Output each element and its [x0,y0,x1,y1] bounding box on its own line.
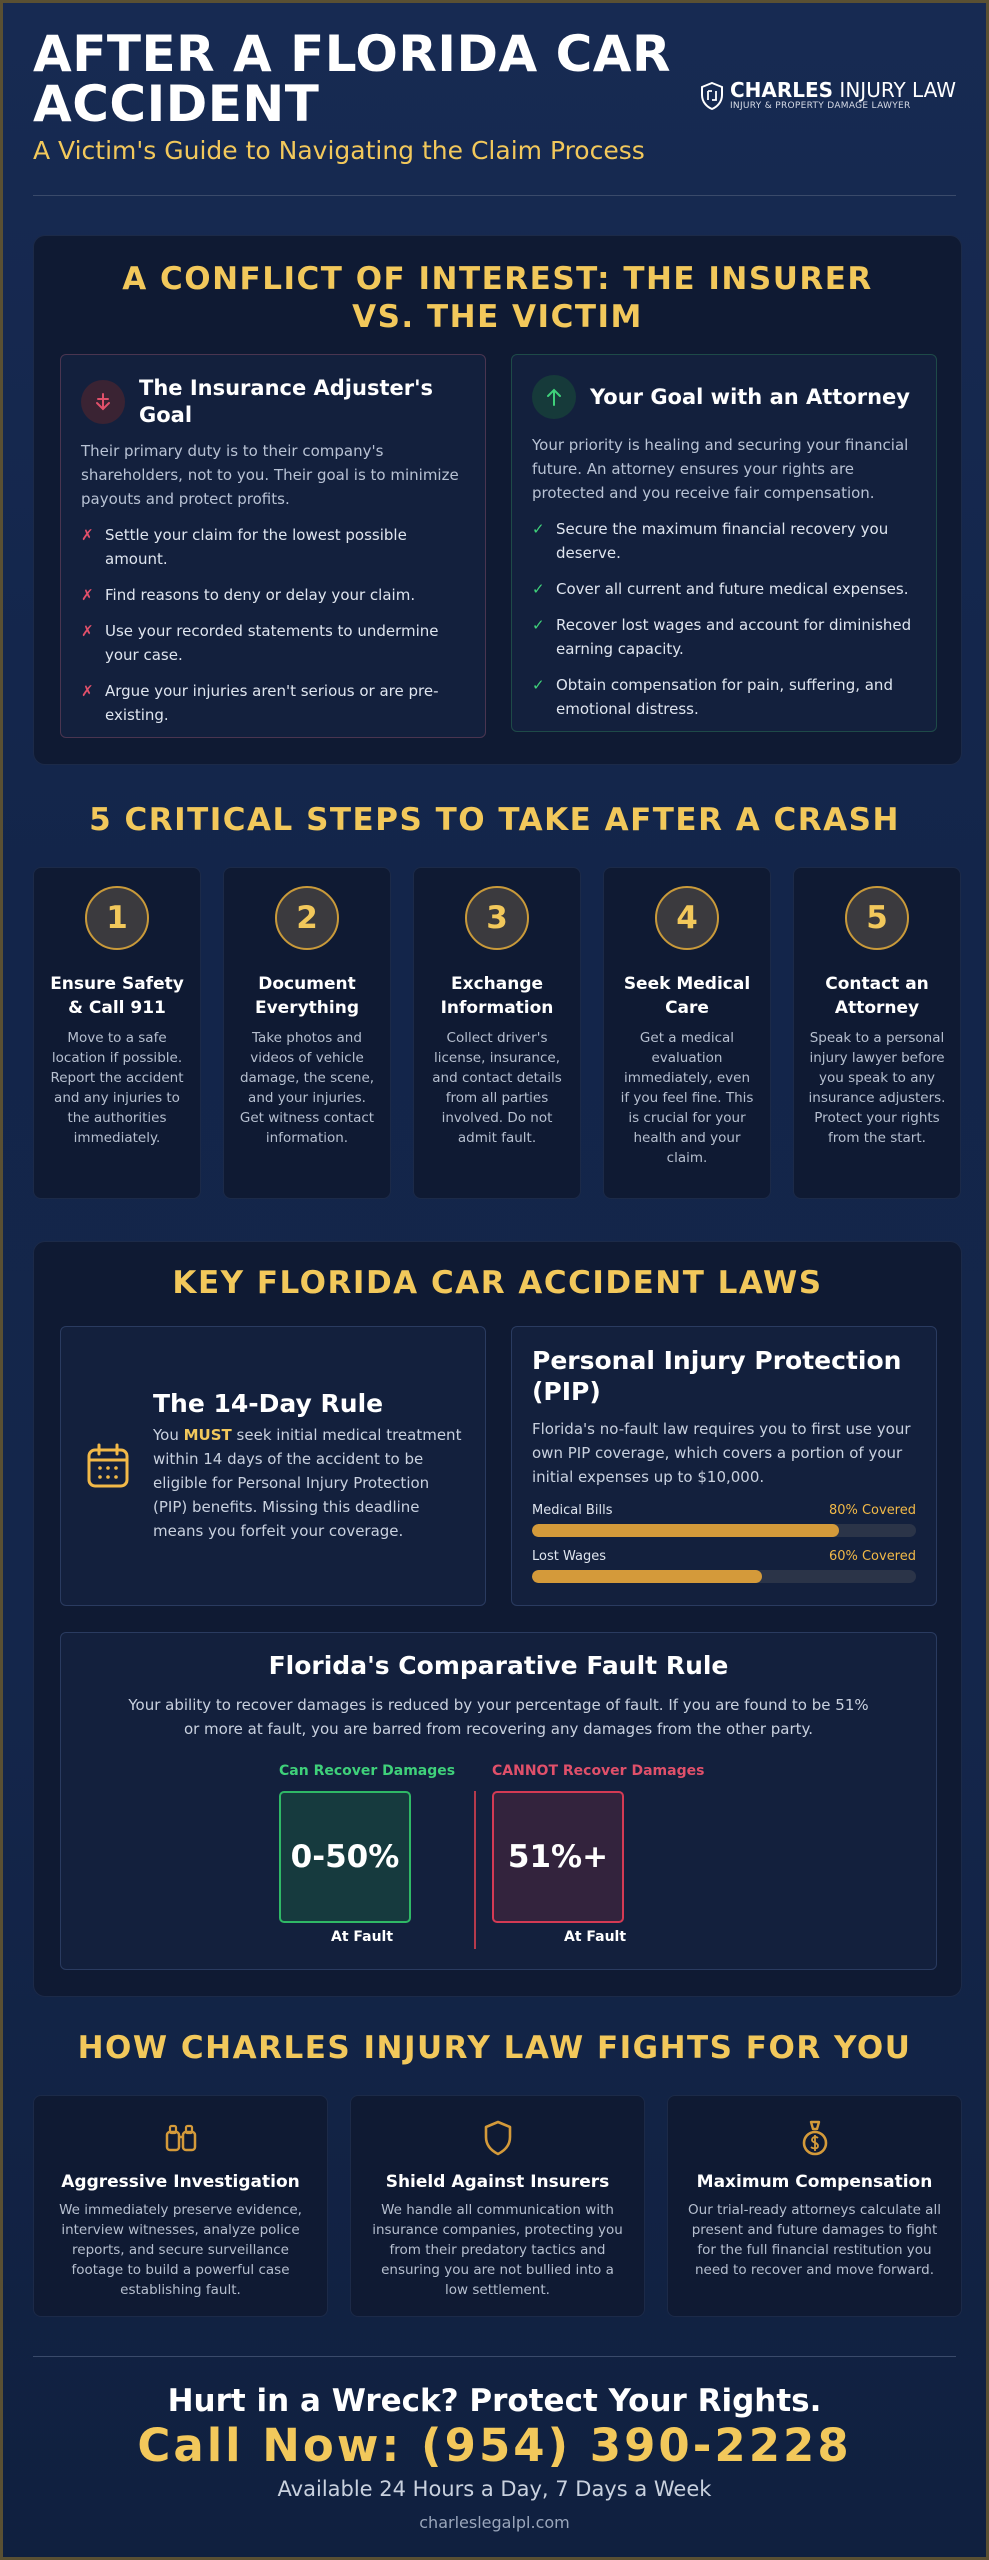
check-mark-icon: ✓ [532,616,545,634]
can-recover-label: Can Recover Damages [279,1763,456,1779]
bar-fill [532,1524,839,1537]
step-description: Collect driver's license, insurance, and contact details from all parties involved. Do not admit fault. [432,1030,562,1146]
step-title: Exchange Information [440,974,554,1018]
attorney-goal-list [532,517,916,733]
footer-divider [33,2356,956,2357]
insurance-adjuster-goal-card [60,354,486,738]
step-card [793,867,961,1199]
step-title: Contact an Attorney [825,974,929,1018]
page-title: AFTER A FLORIDA CAR ACCIDENT [33,25,671,133]
list-item: ✓ Recover lost wages and account for diminished earning capacity. [532,613,916,661]
arrow-down-icon [81,380,125,424]
attorney-card-title: Your Goal with an Attorney [590,384,910,409]
x-mark-icon: ✗ [81,526,94,544]
insurer-goal-list [81,523,465,739]
fourteen-day-rule-card [60,1326,486,1606]
service-card [350,2095,645,2317]
step-card [413,867,581,1199]
step-title: Ensure Safety & Call 911 [50,974,184,1018]
step-title: Document Everything [254,974,360,1018]
logo-tagline: INJURY & PROPERTY DAMAGE LAWYER [729,101,911,111]
list-item: ✓ Obtain compensation for pain, suffering, and emotional distress. [532,673,916,721]
recoverable-fault-range-box: 0-50% [279,1791,411,1923]
conflict-section-title: A CONFLICT OF INTEREST: THE INSURER VS. THE VICTIM [122,261,873,335]
lost-wages-coverage-bar [532,1549,916,1583]
service-description: We immediately preserve evidence, interview witnesses, analyze police reports, and secure surveillance footage to build a powerful case establishing fault. [59,2202,302,2298]
service-description: We handle all communication with insurance companies, protecting you from their predatory tactics and ensuring you are not bullied into a low settlement. [372,2202,623,2298]
charles-injury-law-logo[interactable] [700,80,956,112]
pip-text: Florida's no-fault law requires you to first use your own PIP coverage, which covers a portion of your initial expenses up to $10,000. [532,1420,911,1486]
fourteen-day-rule-text: You MUST seek initial medical treatment within 14 days of the accident to be eligible for Personal Injury Protection (PIP) benefits. Missing this deadline means you forfeit your coverage. [153,1426,462,1540]
list-item: ✗ Use your recorded statements to undermine your case. [81,619,465,667]
check-mark-icon: ✓ [532,520,545,538]
list-item: ✗ Find reasons to deny or delay your claim. [81,583,465,607]
list-item: ✗ Argue your injuries aren't serious or are pre-existing. [81,679,465,727]
step-description: Move to a safe location if possible. Report the accident and any injuries to the authorities immediately. [50,1030,184,1146]
attorney-goal-card [511,354,937,732]
availability-text: Available 24 Hours a Day, 7 Days a Week [277,2477,712,2501]
fault-divider [474,1791,476,1949]
cannot-recover-label: CANNOT Recover Damages [492,1763,705,1779]
header [33,3,956,196]
step-description: Get a medical evaluation immediately, even if you feel fine. This is crucial for your health and your claim. [620,1030,754,1166]
shield-logo-icon [700,82,724,110]
bar-percent-label: 60% Covered [828,1549,916,1564]
comparative-fault-text: Your ability to recover damages is reduced by your percentage of fault. If you are found to be 51% or more at fault, you are barred from recovering any damages from the other party. [128,1696,869,1738]
bar-fill [532,1570,762,1583]
x-mark-icon: ✗ [81,682,94,700]
x-mark-icon: ✗ [81,622,94,640]
services-list [33,2095,962,2317]
binoculars-icon [34,2118,327,2158]
service-card [33,2095,328,2317]
barred-fault-range-box: 51%+ [492,1791,624,1923]
page-subtitle: A Victim's Guide to Navigating the Claim Process [33,136,645,165]
laws-section-title: KEY FLORIDA CAR ACCIDENT LAWS [172,1265,823,1301]
at-fault-caption: At Fault [564,1929,627,1945]
step-card [603,867,771,1199]
step-number-badge: 5 [845,886,909,950]
bar-label: Medical Bills [532,1503,613,1518]
website-link[interactable]: charleslegalpl.com [419,2513,570,2532]
x-mark-icon: ✗ [81,586,94,604]
shield-icon [351,2118,644,2158]
at-fault-caption: At Fault [331,1929,394,1945]
check-mark-icon: ✓ [532,676,545,694]
fourteen-day-rule-title: The 14-Day Rule [153,1389,384,1418]
comparative-fault-card [60,1632,937,1970]
step-number-badge: 3 [465,886,529,950]
arrow-up-icon [532,375,576,419]
service-title: Maximum Compensation [696,2172,933,2192]
step-description: Speak to a personal injury lawyer before you speak to any insurance adjusters. Protect your rights from the start. [808,1030,946,1146]
service-card [667,2095,962,2317]
step-description: Take photos and videos of vehicle damage, the scene, and your injuries. Get witness contact information. [239,1030,375,1146]
step-card [33,867,201,1199]
fights-section-title: HOW CHARLES INJURY LAW FIGHTS FOR YOU [77,2030,912,2066]
step-title: Seek Medical Care [623,974,751,1018]
pip-card [511,1326,937,1606]
check-mark-icon: ✓ [532,580,545,598]
attorney-card-intro: Your priority is healing and securing your financial future. An attorney ensures your rights are protected and you receive fair compensation. [532,436,909,502]
insurer-card-title: The Insurance Adjuster's Goal [139,376,434,427]
pip-title: Personal Injury Protection (PIP) [532,1346,902,1406]
step-card [223,867,391,1199]
florida-laws-section [33,1241,962,1997]
list-item: ✗ Settle your claim for the lowest possible amount. [81,523,465,571]
calendar-icon [85,1441,131,1491]
logo-name: CHARLES INJURY LAW [729,78,956,102]
step-number-badge: 2 [275,886,339,950]
medical-bills-coverage-bar [532,1503,916,1537]
comparative-fault-title: Florida's Comparative Fault Rule [268,1651,729,1680]
bar-label: Lost Wages [532,1549,606,1564]
step-number-badge: 4 [655,886,719,950]
list-item: ✓ Secure the maximum financial recovery you deserve. [532,517,916,565]
insurer-card-intro: Their primary duty is to their company's shareholders, not to you. Their goal is to minimize payouts and protect profits. [81,442,459,508]
service-title: Aggressive Investigation [61,2172,300,2192]
bar-percent-label: 80% Covered [828,1503,916,1518]
step-number-badge: 1 [85,886,149,950]
conflict-of-interest-section [33,235,962,765]
service-title: Shield Against Insurers [385,2172,610,2192]
call-now-phone-link[interactable]: Call Now: (954) 390-2228 [137,2419,852,2472]
critical-steps-list [33,867,962,1199]
cta-headline: Hurt in a Wreck? Protect Your Rights. [167,2383,822,2419]
steps-section-title: 5 CRITICAL STEPS TO TAKE AFTER A CRASH [89,802,900,838]
service-description: Our trial-ready attorneys calculate all present and future damages to fight for the full financial restitution you need to recover and move forward. [688,2202,941,2278]
money-bag-icon [668,2118,961,2158]
list-item: ✓ Cover all current and future medical expenses. [532,577,916,601]
